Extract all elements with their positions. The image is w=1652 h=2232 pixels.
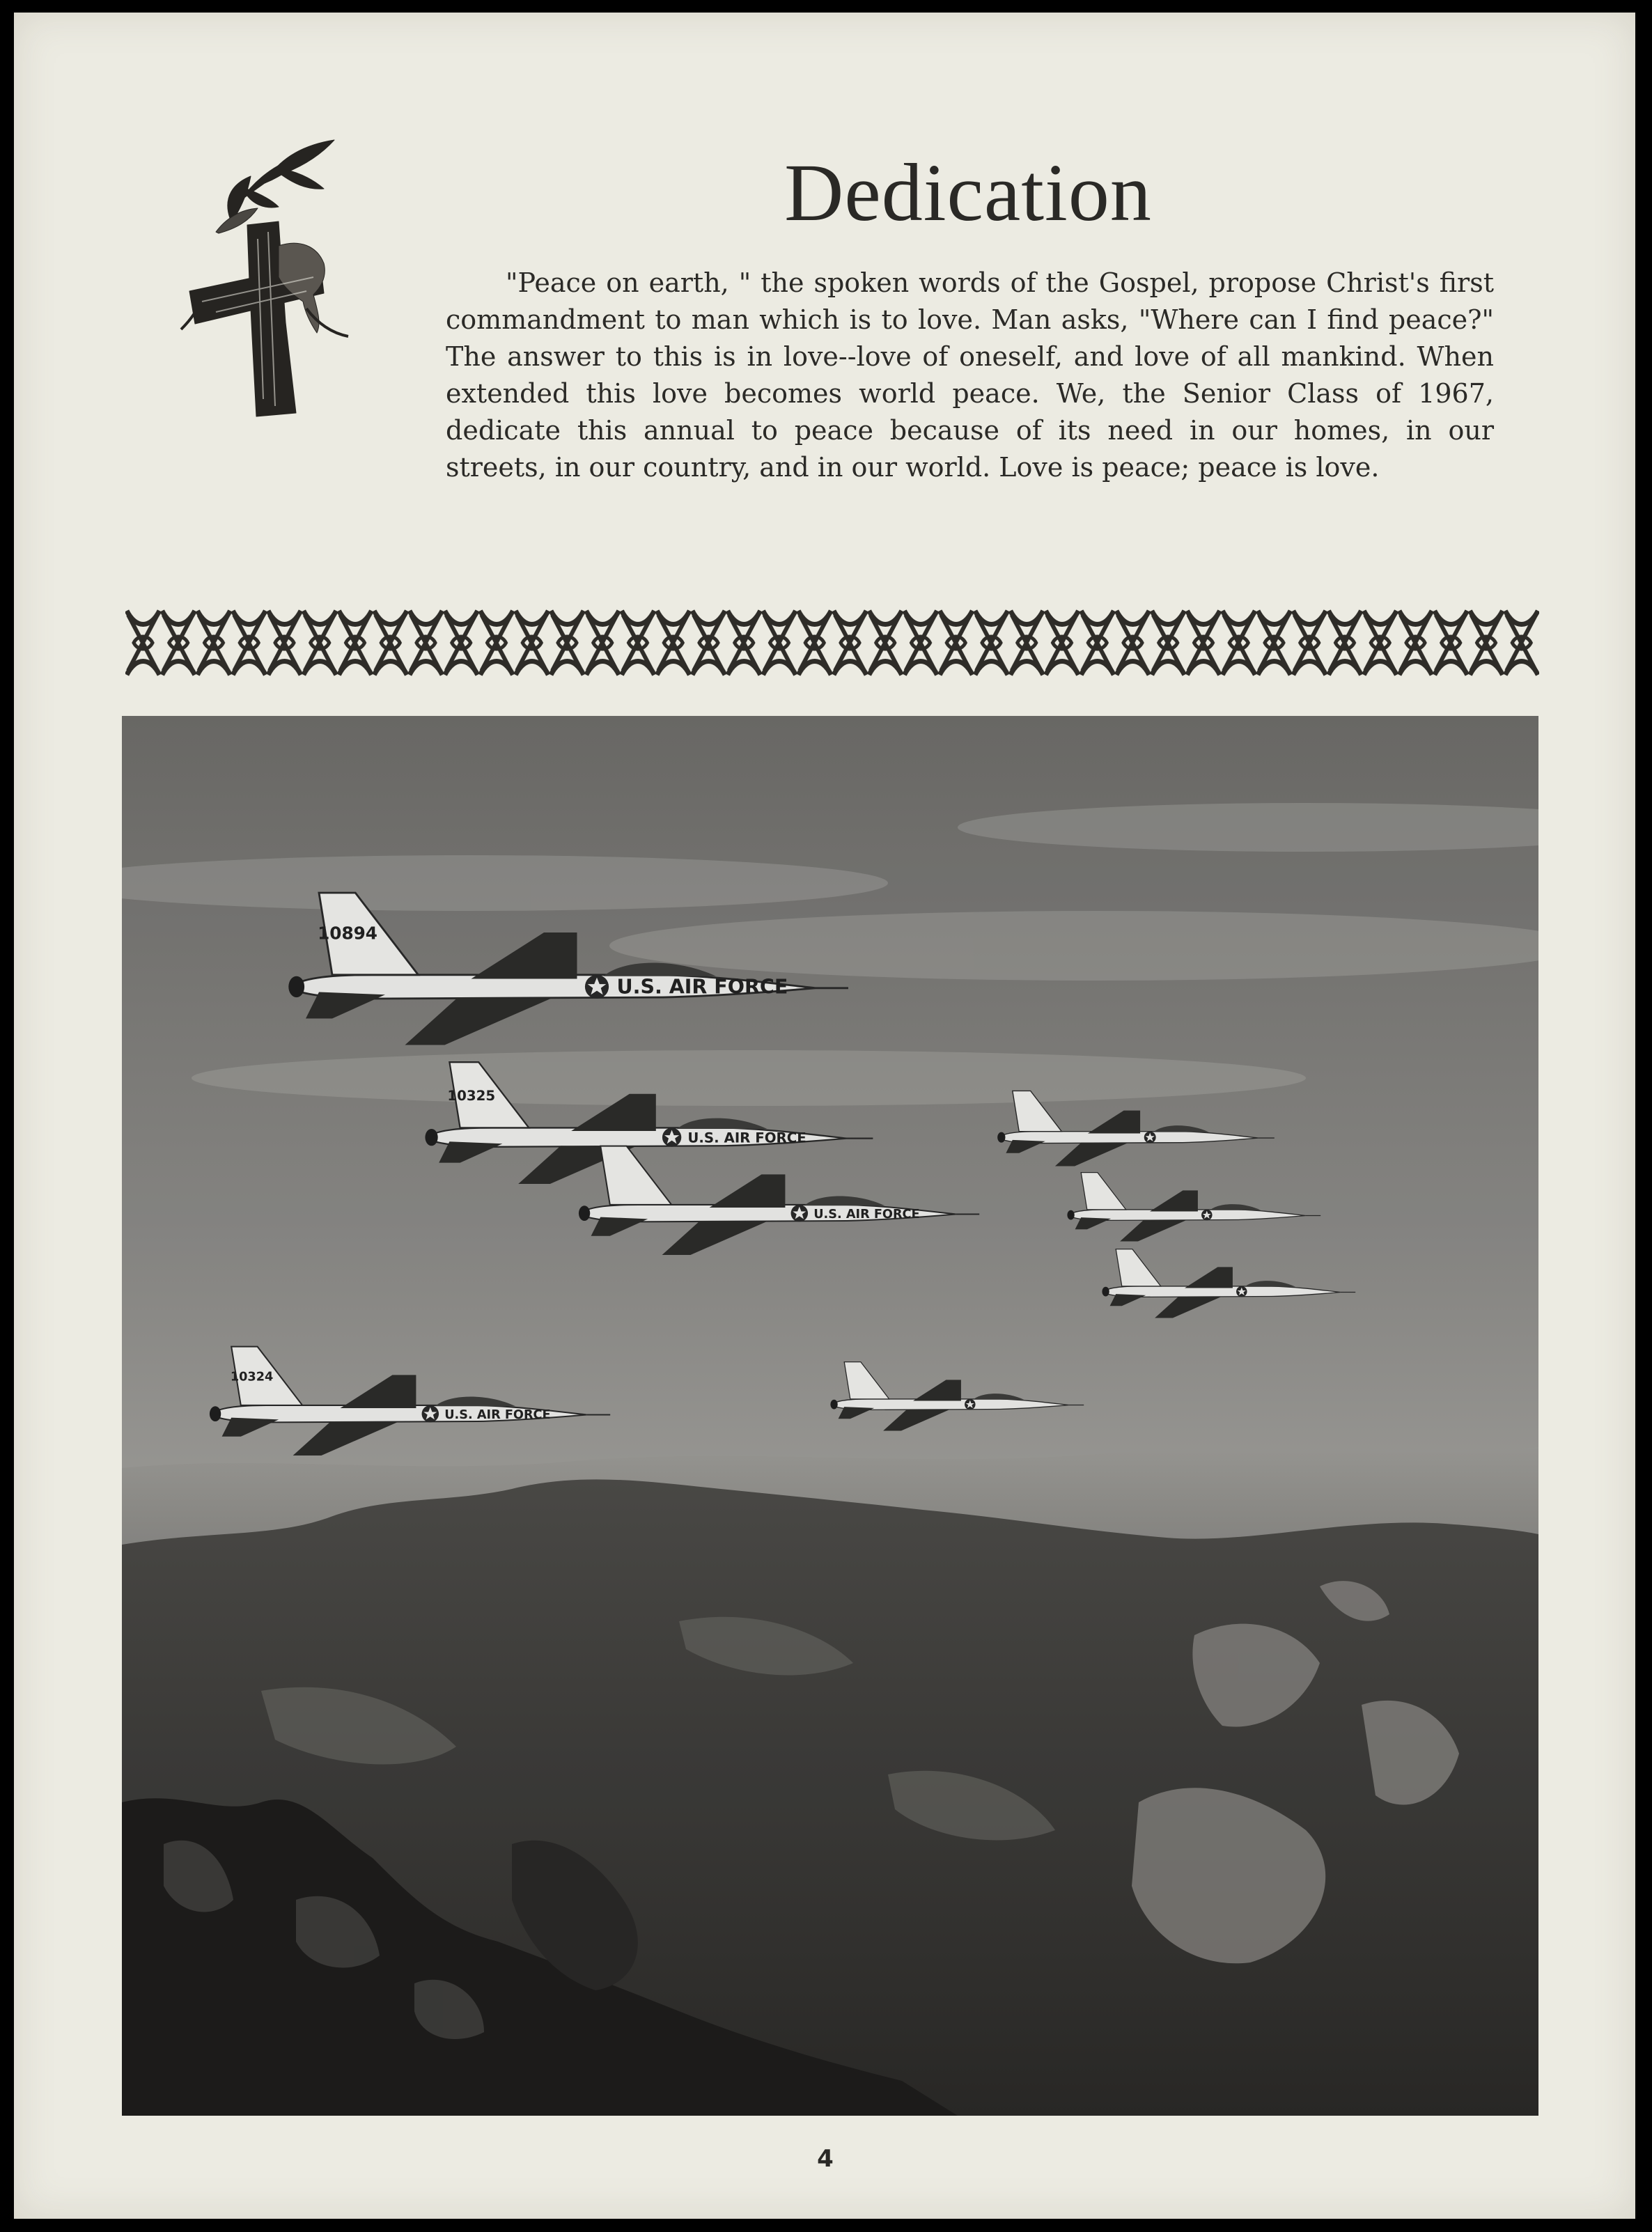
jets-over-mountains-photo xyxy=(122,716,1538,2116)
svg-text:10324: 10324 xyxy=(230,1370,274,1384)
svg-text:U.S. AIR FORCE: U.S. AIR FORCE xyxy=(813,1207,920,1222)
page-number: 4 xyxy=(817,2145,834,2173)
page-title: Dedication xyxy=(784,147,1152,238)
dedication-paragraph: "Peace on earth, " the spoken words of the Gospel, propose Christ's first commandment to man which is to love. Man asks, "Where can I find peace?" The answer to this is in love--love of oneself, and love of all mankind. When extended this love becomes world peace. We, the Senior Class of 1967, dedicate this annual to peace because of its need in our homes, in our streets, in our country, and in our world. Love is peace; peace is love. xyxy=(446,267,1494,483)
svg-text:U.S. AIR FORCE: U.S. AIR FORCE xyxy=(687,1130,806,1146)
cross-icon xyxy=(174,134,376,420)
yearbook-page xyxy=(14,13,1635,2219)
decorative-border xyxy=(125,608,1539,678)
svg-text:U.S. AIR FORCE: U.S. AIR FORCE xyxy=(444,1407,551,1422)
svg-text:U.S. AIR FORCE: U.S. AIR FORCE xyxy=(616,975,788,999)
svg-text:10325: 10325 xyxy=(447,1087,496,1104)
svg-text:10894: 10894 xyxy=(318,923,377,944)
